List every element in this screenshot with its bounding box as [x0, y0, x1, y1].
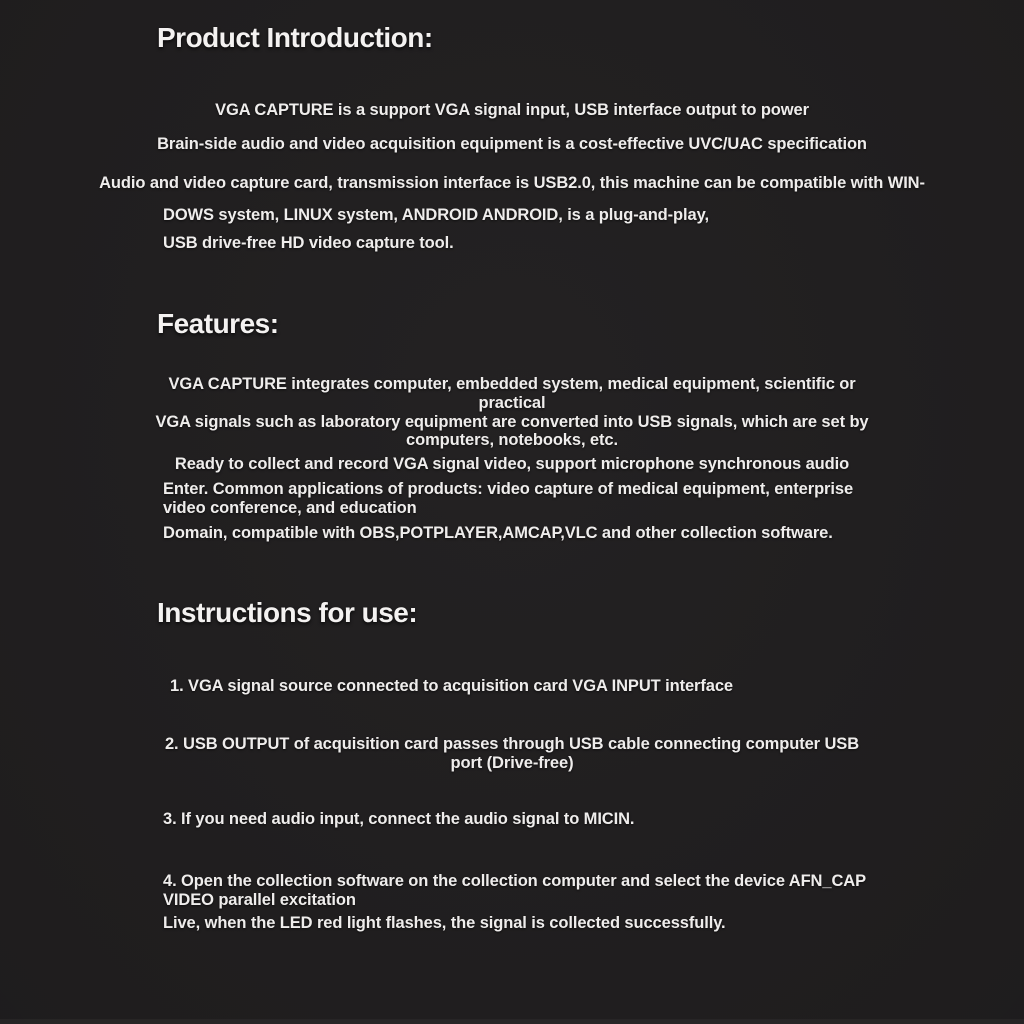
- instruction-step-1: 1. VGA signal source connected to acquisition card VGA INPUT interface: [170, 677, 733, 695]
- feature-line-6: Enter. Common applications of products: video capture of medical equipment, enterprise: [163, 480, 854, 498]
- features-heading: Features:: [157, 308, 279, 339]
- intro-heading: Product Introduction:: [157, 22, 433, 53]
- instruction-step-3: 3. If you need audio input, connect the audio signal to MICIN.: [163, 810, 635, 828]
- image-bottom-edge: [0, 1019, 1024, 1024]
- feature-line-2: practical: [478, 394, 546, 412]
- instruction-step-4-result: Live, when the LED red light flashes, the signal is collected successfully.: [163, 914, 726, 932]
- instruction-step-4: 4. Open the collection software on the collection computer and select the device AFN_CAP: [163, 872, 866, 890]
- intro-line-4: DOWS system, LINUX system, ANDROID ANDROID, is a plug-and-play,: [163, 206, 709, 224]
- instruction-step-2-continued: port (Drive-free): [450, 754, 574, 772]
- instruction-step-2: 2. USB OUTPUT of acquisition card passes through USB cable connecting computer USB: [164, 735, 860, 753]
- intro-line-5: USB drive-free HD video capture tool.: [163, 234, 454, 252]
- intro-line-1: VGA CAPTURE is a support VGA signal input, USB interface output to power: [215, 101, 809, 119]
- feature-line-4: computers, notebooks, etc.: [406, 431, 618, 449]
- instructions-heading: Instructions for use:: [157, 597, 418, 628]
- feature-line-3: VGA signals such as laboratory equipment are converted into USB signals, which are set by: [155, 413, 869, 431]
- intro-line-2: Brain-side audio and video acquisition equipment is a cost-effective UVC/UAC specification: [157, 135, 867, 153]
- feature-line-7: video conference, and education: [163, 499, 417, 517]
- feature-line-1: VGA CAPTURE integrates computer, embedded system, medical equipment, scientific or: [168, 375, 856, 393]
- intro-line-3: Audio and video capture card, transmission interface is USB2.0, this machine can be compatible with WIN-: [99, 174, 925, 192]
- instruction-step-4-continued: VIDEO parallel excitation: [163, 891, 356, 909]
- feature-line-5: Ready to collect and record VGA signal video, support microphone synchronous audio: [174, 455, 850, 473]
- feature-line-8: Domain, compatible with OBS,POTPLAYER,AMCAP,VLC and other collection software.: [163, 524, 833, 542]
